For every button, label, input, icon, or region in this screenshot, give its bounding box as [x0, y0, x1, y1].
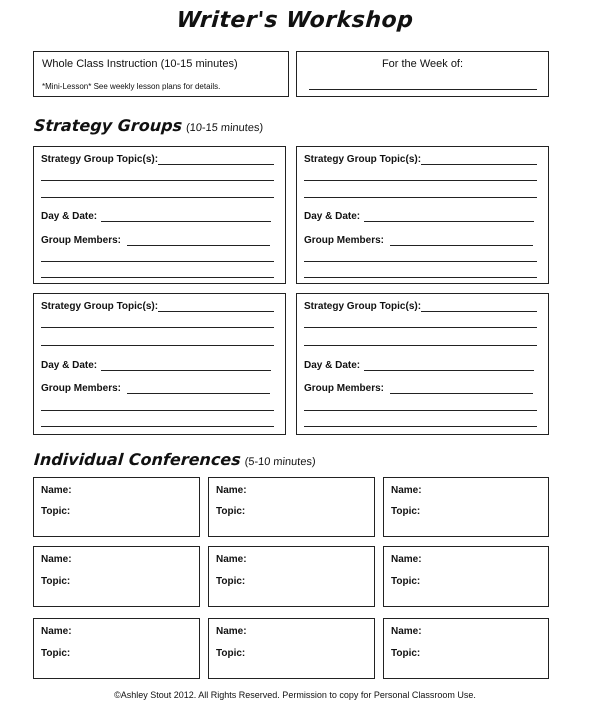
members-line[interactable] [127, 245, 270, 246]
topic-line[interactable] [421, 311, 537, 312]
strategy-section-title [33, 116, 264, 135]
date-label: Day & Date: [304, 211, 361, 222]
strategy-topic-label: Strategy Group Topic(s): [304, 301, 422, 312]
members-line[interactable] [41, 277, 274, 278]
conferences-subtitle: (5-10 minutes) [244, 456, 316, 468]
members-line[interactable] [304, 261, 537, 262]
date-line[interactable] [364, 221, 534, 222]
whole-class-note: *Mini-Lesson* See weekly lesson plans for details. [42, 82, 221, 91]
topic-line[interactable] [421, 164, 537, 165]
strategy-topic-label: Strategy Group Topic(s): [304, 154, 422, 165]
conference-card [33, 546, 200, 607]
topic-line[interactable] [304, 345, 537, 346]
date-line[interactable] [101, 221, 271, 222]
strategy-topic-label: Strategy Group Topic(s): [41, 301, 159, 312]
conference-topic-label: Topic: [41, 506, 71, 517]
page-title: Writer's Workshop [175, 8, 415, 33]
members-line[interactable] [127, 393, 270, 394]
strategy-topic-label: Strategy Group Topic(s): [41, 154, 159, 165]
members-line[interactable] [41, 426, 274, 427]
members-label: Group Members: [304, 383, 385, 394]
topic-line[interactable] [41, 197, 274, 198]
topic-line[interactable] [41, 180, 274, 181]
strategy-group-1 [33, 146, 286, 284]
strategy-title: Strategy Groups [33, 116, 183, 135]
members-label: Group Members: [304, 235, 385, 246]
members-label: Group Members: [41, 383, 122, 394]
topic-line[interactable] [41, 327, 274, 328]
conference-name-label: Name: [41, 554, 72, 565]
conference-card [383, 618, 549, 679]
date-label: Day & Date: [41, 211, 98, 222]
topic-line[interactable] [304, 197, 537, 198]
week-box [296, 51, 549, 97]
conference-topic-label: Topic: [216, 648, 246, 659]
members-line[interactable] [304, 426, 537, 427]
conference-topic-label: Topic: [391, 576, 421, 587]
conference-name-label: Name: [216, 626, 247, 637]
conference-name-label: Name: [216, 485, 247, 496]
strategy-group-2 [296, 146, 549, 284]
conference-card [383, 477, 549, 537]
date-label: Day & Date: [304, 360, 361, 371]
members-line[interactable] [390, 393, 533, 394]
members-line[interactable] [304, 277, 537, 278]
date-label: Day & Date: [41, 360, 98, 371]
conference-name-label: Name: [216, 554, 247, 565]
conferences-title: Individual Conferences [33, 450, 242, 469]
members-label: Group Members: [41, 235, 122, 246]
members-line[interactable] [41, 410, 274, 411]
conference-name-label: Name: [41, 485, 72, 496]
whole-class-heading: Whole Class Instruction (10-15 minutes) [42, 58, 238, 70]
conference-topic-label: Topic: [391, 648, 421, 659]
footer-copyright: ©Ashley Stout 2012. All Rights Reserved. Permission to copy for Personal Classroom Use. [114, 690, 476, 700]
strategy-subtitle: (10-15 minutes) [185, 122, 264, 134]
conference-topic-label: Topic: [391, 506, 421, 517]
strategy-group-3 [33, 293, 286, 435]
topic-line[interactable] [304, 180, 537, 181]
conference-card [208, 618, 375, 679]
week-label: For the Week of: [381, 58, 464, 70]
conference-card [33, 618, 200, 679]
conference-topic-label: Topic: [41, 576, 71, 587]
conferences-section-title [33, 450, 316, 469]
conference-card [208, 546, 375, 607]
members-line[interactable] [304, 410, 537, 411]
conference-card [208, 477, 375, 537]
conference-name-label: Name: [391, 626, 422, 637]
topic-line[interactable] [158, 311, 274, 312]
whole-class-box [33, 51, 289, 97]
members-line[interactable] [41, 261, 274, 262]
conference-topic-label: Topic: [41, 648, 71, 659]
conference-card [33, 477, 200, 537]
date-line[interactable] [364, 370, 534, 371]
conference-card [383, 546, 549, 607]
conference-name-label: Name: [41, 626, 72, 637]
conference-topic-label: Topic: [216, 506, 246, 517]
strategy-group-4 [296, 293, 549, 435]
date-line[interactable] [101, 370, 271, 371]
topic-line[interactable] [41, 345, 274, 346]
conference-topic-label: Topic: [216, 576, 246, 587]
week-line[interactable] [309, 89, 537, 90]
topic-line[interactable] [304, 327, 537, 328]
conference-name-label: Name: [391, 485, 422, 496]
members-line[interactable] [390, 245, 533, 246]
topic-line[interactable] [158, 164, 274, 165]
conference-name-label: Name: [391, 554, 422, 565]
